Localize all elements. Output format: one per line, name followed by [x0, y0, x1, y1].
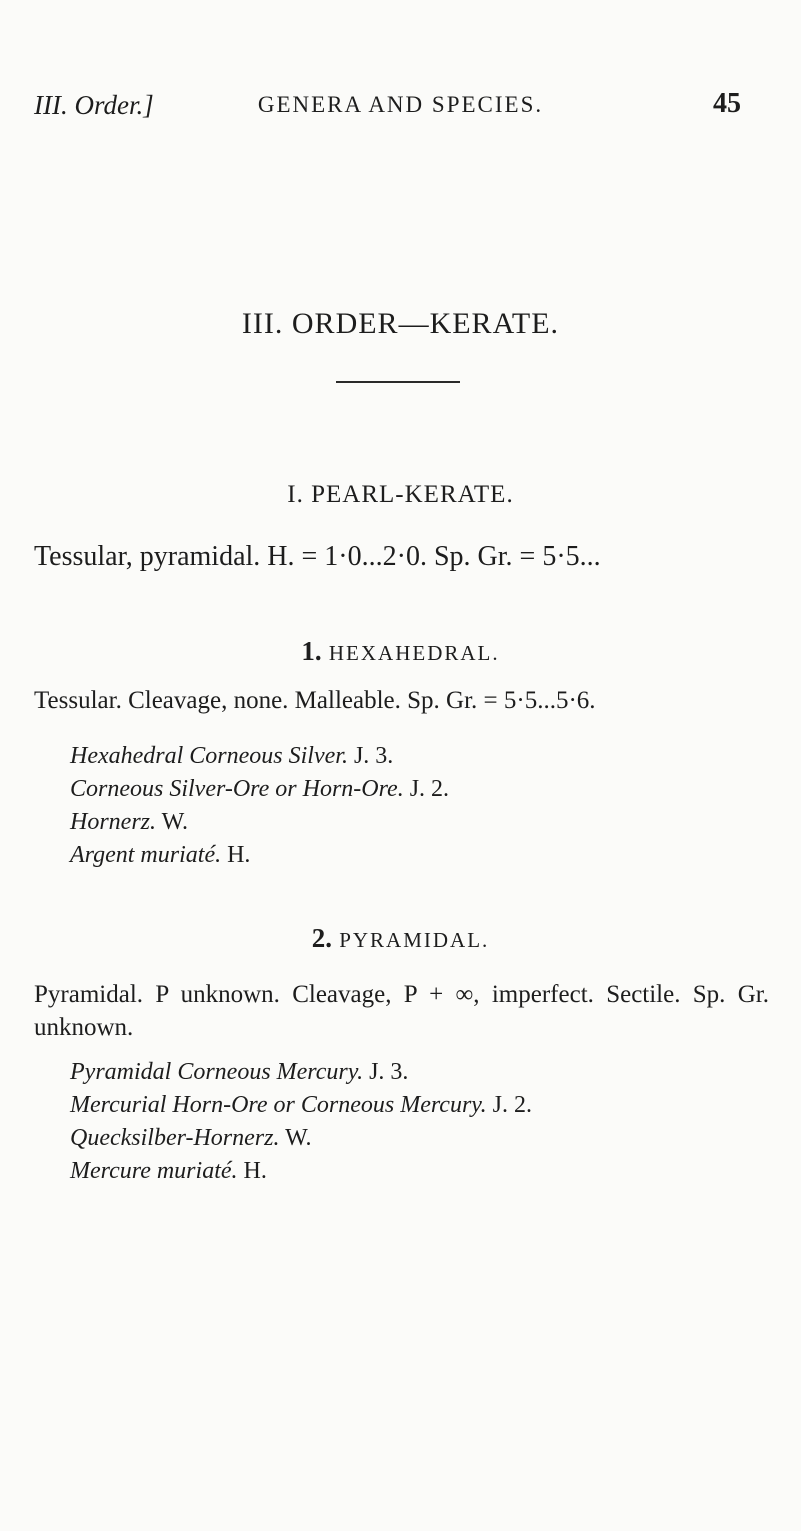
synonym-ref: J. 3. [353, 743, 394, 769]
synonym-line [70, 1092, 532, 1119]
synonym-name: Corneous Silver-Ore or Horn-Ore. [70, 776, 404, 802]
species-name: PYRAMIDAL. [339, 928, 490, 952]
page-number: 45 [713, 88, 741, 119]
synonym-name: Hornerz. [70, 809, 157, 835]
synonym-line [70, 1125, 312, 1152]
synonym-line [70, 743, 393, 770]
synonym-line [70, 776, 449, 803]
species-name: HEXAHEDRAL. [328, 641, 500, 665]
synonym-line [70, 1059, 408, 1086]
species-number: 2. [311, 923, 332, 953]
synonym-name: Pyramidal Corneous Mercury. [70, 1059, 364, 1085]
synonym-ref: W. [285, 1125, 312, 1151]
species-heading [0, 923, 801, 954]
species-character: Tessular. Cleavage, none. Malleable. Sp. Gr. = 5·5...5·6. [34, 687, 596, 714]
synonym-ref: J. 3. [369, 1059, 409, 1085]
genus-title: I. PEARL-KERATE. [287, 481, 514, 508]
synonym-line [70, 842, 250, 869]
species-heading [0, 636, 801, 667]
synonym-line [70, 1158, 267, 1185]
synonym-name: Mercure muriaté. [70, 1158, 238, 1184]
synonym-name: Mercurial Horn-Ore or Corneous Mercury. [70, 1092, 487, 1118]
synonym-ref: W. [161, 809, 189, 835]
synonym-name: Argent muriaté. [70, 842, 222, 868]
running-head-left: III. Order.] [34, 90, 154, 120]
running-head-title: GENERA AND SPECIES. [257, 92, 544, 117]
species-character: Pyramidal. P unknown. Cleavage, P + ∞, imperfect. Sectile. Sp. Gr. unknown. [34, 981, 769, 1041]
synonym-name: Quecksilber-Hornerz. [70, 1125, 280, 1151]
synonym-ref: H. [243, 1158, 267, 1184]
synonym-line [70, 809, 188, 836]
synonym-name: Hexahedral Corneous Silver. [70, 743, 348, 769]
section-rule [336, 381, 460, 383]
synonym-ref: J. 2. [409, 776, 450, 802]
genus-character: Tessular, pyramidal. H. = 1·0...2·0. Sp. Gr. = 5·5... [34, 541, 601, 572]
synonym-ref: J. 2. [492, 1092, 532, 1118]
synonym-ref: H. [227, 842, 251, 868]
species-number: 1. [301, 636, 322, 666]
order-title: III. ORDER—KERATE. [241, 307, 560, 340]
